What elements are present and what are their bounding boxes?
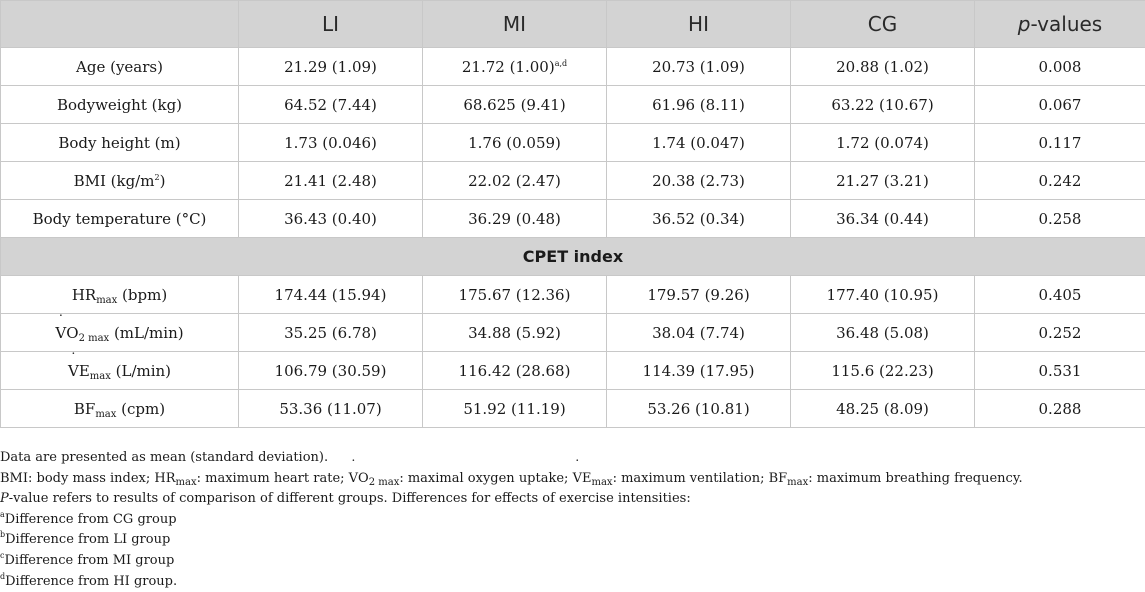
cell-mi: 51.92 (11.19) (423, 390, 607, 428)
label-subscript: 2 max (79, 333, 110, 344)
table-row-temperature (1, 200, 1145, 238)
row-label: Body height (m) (1, 124, 239, 162)
cell-li: 21.41 (2.48) (239, 162, 423, 200)
row-label (1, 390, 239, 428)
label-text: HR (72, 286, 96, 304)
footnote-text: Difference from LI group (5, 532, 170, 547)
cell-mi: 34.88 (5.92) (423, 314, 607, 352)
abbr-subscript: max (591, 477, 612, 488)
cell-cg: 63.22 (10.67) (791, 86, 975, 124)
table-row-bf (1, 390, 1145, 428)
cell-mi: 175.67 (12.36) (423, 276, 607, 314)
label-suffix: ) (160, 172, 166, 190)
cell-li: 35.25 (6.78) (239, 314, 423, 352)
cell-mi: 116.42 (28.68) (423, 352, 607, 390)
note-text: -value refers to results of comparison of different groups. Differences for effects of exercise intensities: (9, 491, 691, 506)
cell-li: 174.44 (15.94) (239, 276, 423, 314)
footnote-mark: d (0, 572, 5, 581)
header-li: LI (239, 1, 423, 48)
table-row-vo2 (1, 314, 1145, 352)
p-letter: P (0, 491, 9, 506)
cell-hi: 179.57 (9.26) (607, 276, 791, 314)
cell-mi: 1.76 (0.059) (423, 124, 607, 162)
cell-p: 0.067 (975, 86, 1145, 124)
label-superscript: 2 (154, 173, 159, 182)
cell-cg: 20.88 (1.02) (791, 48, 975, 86)
header-p-letter: p (1018, 12, 1031, 36)
v-dot-letter: ˙ V (349, 469, 358, 490)
cell-cg: 21.27 (3.21) (791, 162, 975, 200)
cell-li: 1.73 (0.046) (239, 124, 423, 162)
cell-hi: 36.52 (0.34) (607, 200, 791, 238)
header-mi: MI (423, 1, 607, 48)
label-text: BF (74, 400, 95, 418)
footnote-c (0, 551, 1145, 572)
note-abbreviations (0, 469, 1145, 490)
cell-cg: 177.40 (10.95) (791, 276, 975, 314)
header-empty-cell (1, 1, 239, 48)
footnote-b (0, 530, 1145, 551)
cell-p: 0.008 (975, 48, 1145, 86)
table-row-height (1, 124, 1145, 162)
abbr-part: BMI: body mass index; HR (0, 471, 176, 486)
cell-cg: 1.72 (0.074) (791, 124, 975, 162)
cell-mi (423, 48, 607, 86)
abbr-part: O (358, 471, 369, 486)
label-suffix: (bpm) (117, 286, 167, 304)
abbr-subscript: max (787, 477, 808, 488)
cell-hi: 20.38 (2.73) (607, 162, 791, 200)
cell-cg: 115.6 (22.23) (791, 352, 975, 390)
label-suffix: (cpm) (116, 400, 165, 418)
row-label (1, 162, 239, 200)
cell-mi: 68.625 (9.41) (423, 86, 607, 124)
cell-p: 0.242 (975, 162, 1145, 200)
row-label (1, 276, 239, 314)
label-subscript: max (96, 295, 117, 306)
header-row (1, 1, 1145, 48)
cell-p: 0.405 (975, 276, 1145, 314)
row-label: Body temperature (°C) (1, 200, 239, 238)
row-label (1, 352, 239, 390)
v-dot-letter: ˙ V (573, 469, 582, 490)
abbr-part: : maximum ventilation; BF (613, 471, 788, 486)
row-label: Age (years) (1, 48, 239, 86)
abbr-part: : maximal oxygen uptake; (399, 471, 572, 486)
header-p-values (975, 1, 1145, 48)
table-footnotes (0, 448, 1145, 592)
label-subscript: max (90, 371, 111, 382)
header-hi: HI (607, 1, 791, 48)
cell-mi-value: 21.72 (1.00) (462, 58, 555, 76)
header-p-suffix: -values (1030, 12, 1102, 36)
abbr-subscript: 2 max (369, 477, 400, 488)
significance-marker: a,d (555, 59, 567, 68)
label-subscript: max (95, 409, 116, 420)
cell-cg: 36.48 (5.08) (791, 314, 975, 352)
note-p-value (0, 489, 1145, 510)
cell-cg: 36.34 (0.44) (791, 200, 975, 238)
cell-li: 36.43 (0.40) (239, 200, 423, 238)
cell-p: 0.531 (975, 352, 1145, 390)
abbr-subscript: max (176, 477, 197, 488)
table-row-ve (1, 352, 1145, 390)
section-heading: CPET index (1, 238, 1145, 276)
row-label: Bodyweight (kg) (1, 86, 239, 124)
table-row-bmi (1, 162, 1145, 200)
header-cg: CG (791, 1, 975, 48)
cell-li: 64.52 (7.44) (239, 86, 423, 124)
cell-hi: 38.04 (7.74) (607, 314, 791, 352)
footnote-mark: a (0, 510, 5, 519)
label-text: O (66, 324, 78, 342)
footnote-mark: b (0, 530, 5, 539)
label-suffix: (L/min) (111, 362, 171, 380)
label-text: E (79, 362, 90, 380)
v-dot-letter: ˙ V (68, 362, 79, 380)
abbr-part: : maximum heart rate; (197, 471, 349, 486)
cell-hi: 114.39 (17.95) (607, 352, 791, 390)
cell-hi: 1.74 (0.047) (607, 124, 791, 162)
table-row-bodyweight (1, 86, 1145, 124)
table-row-age (1, 48, 1145, 86)
footnote-text: Difference from MI group (4, 553, 174, 568)
footnote-a (0, 510, 1145, 531)
cell-li: 21.29 (1.09) (239, 48, 423, 86)
row-label (1, 314, 239, 352)
footnote-mark: c (0, 551, 4, 560)
cell-hi: 20.73 (1.09) (607, 48, 791, 86)
cell-p: 0.288 (975, 390, 1145, 428)
cell-li: 53.36 (11.07) (239, 390, 423, 428)
cell-li: 106.79 (30.59) (239, 352, 423, 390)
cell-hi: 61.96 (8.11) (607, 86, 791, 124)
cell-mi: 36.29 (0.48) (423, 200, 607, 238)
label-suffix: (mL/min) (109, 324, 183, 342)
cell-p: 0.252 (975, 314, 1145, 352)
cell-mi: 22.02 (2.47) (423, 162, 607, 200)
abbr-part: : maximum breathing frequency. (808, 471, 1022, 486)
abbr-part: E (582, 471, 592, 486)
v-dot-letter: ˙ V (55, 324, 66, 342)
section-row-cpet (1, 238, 1145, 276)
cell-p: 0.258 (975, 200, 1145, 238)
cell-cg: 48.25 (8.09) (791, 390, 975, 428)
footnote-text: Difference from HI group. (5, 574, 177, 589)
footnote-text: Difference from CG group (5, 512, 177, 527)
cell-hi: 53.26 (10.81) (607, 390, 791, 428)
table-row-hr (1, 276, 1145, 314)
cell-p: 0.117 (975, 124, 1145, 162)
note-data-presentation: Data are presented as mean (standard deviation). (0, 448, 1145, 469)
label-text: BMI (kg/m (74, 172, 155, 190)
